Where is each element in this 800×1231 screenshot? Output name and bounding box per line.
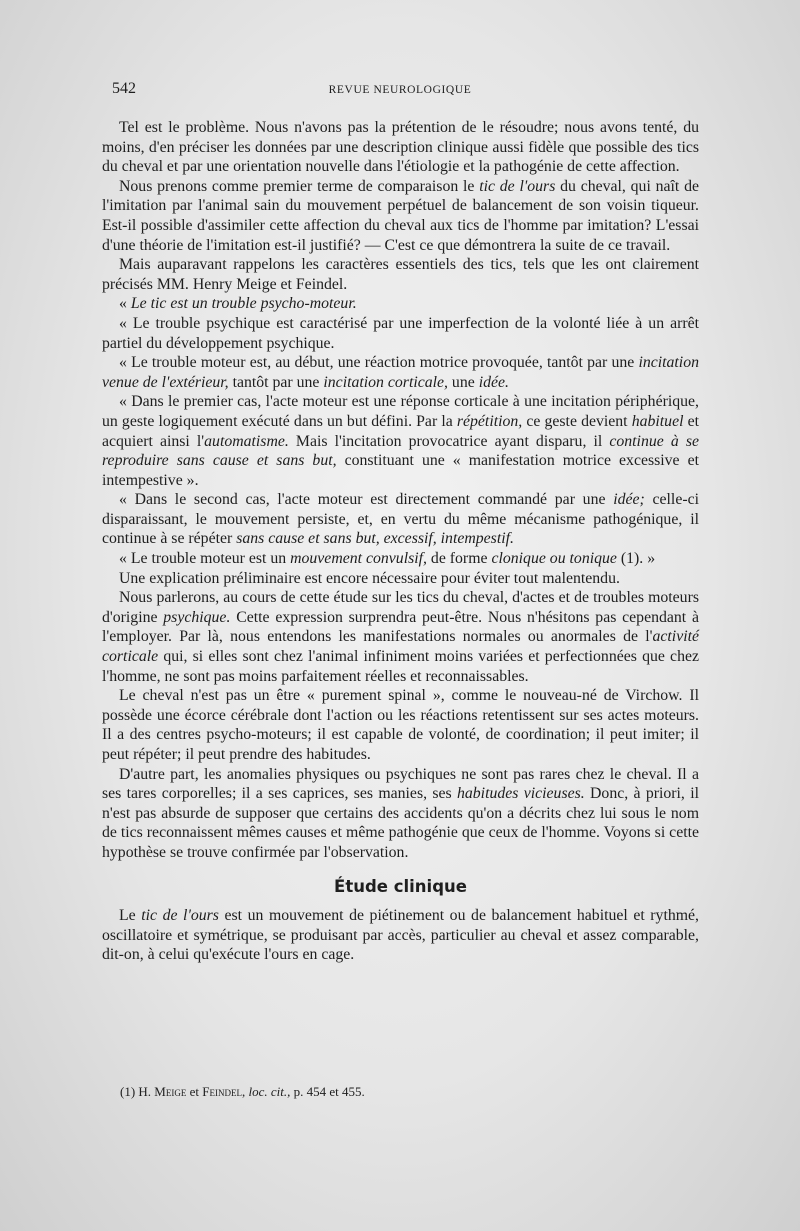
paragraph-2: Nous prenons comme premier terme de comparaison le tic de l'ours du cheval, qui naît de l'imitation par l'animal sain du mouvement perpétuel de balancement de son voisin tiqueur. Est-il possible d'assimiler cette affection du cheval aux tics de l'homme par imitation? L'essai d'une théorie de l'imitation est-il justifié? — C'est ce que démontrera la suite de ce travail. — [102, 177, 699, 254]
paragraph-7: « Dans le premier cas, l'acte moteur est une réponse corticale à une incitation périphérique, un geste logiquement exécuté dans un but défini. Par la répétition, ce geste devient habituel et acquiert ainsi l'automatisme. Mais l'incitation provocatrice ayant disparu, il continue à se reproduire sans cause et sans but, constituant une « manifestation motrice excessive et intempestive ». — [102, 393, 700, 489]
running-header — [104, 80, 696, 102]
section-heading: Étude clinique — [334, 876, 467, 896]
section-paragraph: Le tic de l'ours est un mouvement de piétinement ou de balancement habituel et rythmé, oscillatoire et symétrique, se produisant par accès, particulier au cheval et assez comparable, dit-on, à celui qu'exécute l'ours en cage. — [102, 907, 699, 964]
paragraph-1: Tel est le problème. Nous n'avons pas la prétention de le résoudre; nous avons tenté, du moins, d'en préciser les données par une description clinique aussi fidèle que possible des tics du cheval et par une orientation nouvelle dans l'étiologie et la pathogénie de cette affection. — [102, 119, 699, 176]
paragraph-6: « Le trouble moteur est, au début, une réaction motrice provoquée, tantôt par une incitation venue de l'extérieur, tantôt par une incitation corticale, une idée. — [102, 354, 699, 391]
article-body — [102, 118, 699, 965]
footnote: (1) H. Meige et Feindel, loc. cit., p. 454 et 455. — [120, 1084, 365, 1099]
paragraph-9: « Le trouble moteur est un mouvement convulsif, de forme clonique ou tonique (1). » — [119, 550, 656, 568]
paragraph-3: Mais auparavant rappelons les caractères essentiels des tics, tels que les ont clairement précisés MM. Henry Meige et Feindel. — [102, 256, 699, 293]
paragraph-8: « Dans le second cas, l'acte moteur est directement commandé par une idée; celle-ci disparaissant, le mouvement persiste, et, en vertu du même mécanisme pathogénique, il continue à se répéter sans cause et sans but, excessif, intempestif. — [102, 491, 699, 548]
paragraph-12: Le cheval n'est pas un être « purement spinal », comme le nouveau-né de Virchow. Il possède une écorce cérébrale dont l'action ou les réactions retentissent sur ses actes moteurs. Il a des centres psycho-moteurs; il est capable de volonté, de coordination; il peut imiter; il peut répéter; il peut prendre des habitudes. — [102, 687, 699, 763]
paragraph-11: Nous parlerons, au cours de cette étude sur les tics du cheval, d'actes et de troubles moteurs d'origine psychique. Cette expression surprendra peut-être. Nous n'hésitons pas cependant à l'employer. Par là, nous entendons les manifestations normales ou anormales de l'activité corticale qui, si elles sont chez l'animal infiniment moins variées et perfectionnées que chez l'homme, ne sont pas moins parfaitement réelles et reconnaissables. — [102, 589, 699, 685]
paragraph-10: Une explication préliminaire est encore nécessaire pour éviter tout malentendu. — [119, 569, 620, 587]
paragraph-5: « Le trouble psychique est caractérisé par une imperfection de la volonté liée à un arrêt partiel du développement psychique. — [102, 314, 699, 352]
journal-title: REVUE NEUROLOGIQUE — [328, 84, 472, 96]
paragraph-4: « Le tic est un trouble psycho-moteur. — [119, 295, 357, 313]
page-number: 542 — [112, 80, 136, 97]
paragraph-13: D'autre part, les anomalies physiques ou psychiques ne sont pas rares chez le cheval. Il a ses tares corporelles; il a ses caprices, ses manies, ses habitudes vicieuses. Donc, à priori, il n'est pas absurde de supposer que certains des accidents qu'on a décrits chez lui sous le nom de tics reconnaissent mêmes causes et même pathogénie que ceux de l'homme. Voyons si cette hypothèse se trouve confirmée par l'observation. — [102, 765, 699, 861]
